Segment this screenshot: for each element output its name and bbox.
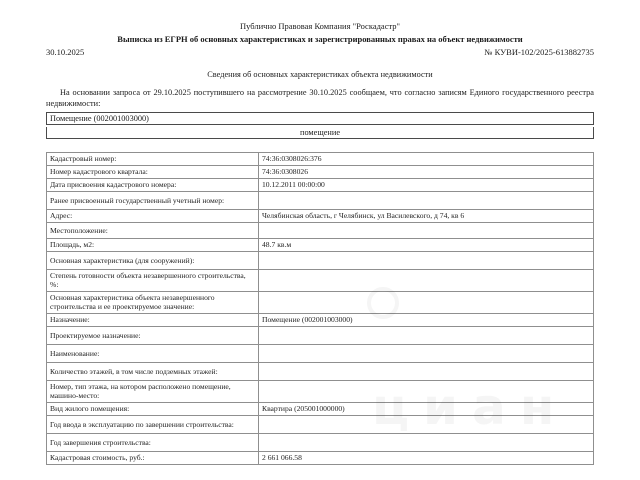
row-label: Номер кадастрового квартала: bbox=[47, 165, 259, 178]
table-row bbox=[47, 433, 594, 451]
row-value: 74:36:0308026:376 bbox=[259, 152, 594, 165]
watermark-logo-icon bbox=[367, 287, 399, 319]
row-label: Год ввода в эксплуатацию по завершении строительства: bbox=[47, 415, 259, 433]
row-value: Квартира (205001000000) bbox=[259, 402, 594, 415]
row-label: Местоположение: bbox=[47, 222, 259, 238]
row-label: Наименование: bbox=[47, 344, 259, 362]
table-row bbox=[47, 178, 594, 191]
row-value: Челябинская область, г Челябинск, ул Василевского, д 74, кв 6 bbox=[259, 209, 594, 222]
table-row bbox=[47, 152, 594, 165]
row-value bbox=[259, 251, 594, 269]
issue-date: 30.10.2025 bbox=[46, 47, 85, 58]
company-name: Публично Правовая Компания "Роскадастр" bbox=[239, 21, 401, 31]
row-value: 10.12.2011 00:00:00 bbox=[259, 178, 594, 191]
table-row bbox=[47, 344, 594, 362]
table-row bbox=[47, 269, 594, 291]
row-value: Помещение (002001003000) bbox=[259, 313, 594, 326]
row-value: 2 661 066.58 bbox=[259, 451, 594, 464]
document-number: № КУВИ-102/2025-613882735 bbox=[484, 47, 594, 58]
table-row bbox=[47, 165, 594, 178]
row-label: Основная характеристика объекта незавершенного строительства и ее проектируемое значение: bbox=[47, 291, 259, 313]
row-label: Количество этажей, в том числе подземных этажей: bbox=[47, 362, 259, 380]
table-row bbox=[47, 251, 594, 269]
document-title: Выписка из ЕГРН об основных характеристиках и зарегистрированных правах на объект недвижимости bbox=[117, 34, 523, 45]
row-value: 74:36:0308026 bbox=[259, 165, 594, 178]
table-row bbox=[47, 191, 594, 209]
row-label: Вид жилого помещения: bbox=[47, 402, 259, 415]
row-label: Дата присвоения кадастрового номера: bbox=[47, 178, 259, 191]
row-label: Кадастровый номер: bbox=[47, 152, 259, 165]
row-value bbox=[259, 433, 594, 451]
row-value bbox=[259, 344, 594, 362]
table-row bbox=[47, 451, 594, 464]
row-value bbox=[259, 222, 594, 238]
row-value bbox=[259, 326, 594, 344]
row-label: Площадь, м2: bbox=[47, 238, 259, 251]
table-row bbox=[47, 291, 594, 313]
table-row bbox=[47, 209, 594, 222]
intro-paragraph: На основании запроса от 29.10.2025 поступившего на рассмотрение 30.10.2025 сообщаем, что согласно записям Единого государственного реестра недвижимости: bbox=[46, 88, 594, 109]
row-value: 48.7 кв.м bbox=[259, 238, 594, 251]
row-label: Назначение: bbox=[47, 313, 259, 326]
row-label: Год завершения строительства: bbox=[47, 433, 259, 451]
table-row bbox=[47, 313, 594, 326]
table-row bbox=[47, 222, 594, 238]
row-label: Основная характеристика (для сооружений): bbox=[47, 251, 259, 269]
document-meta bbox=[46, 47, 594, 57]
row-label: Адрес: bbox=[47, 209, 259, 222]
row-label: Кадастровая стоимость, руб.: bbox=[47, 451, 259, 464]
row-value bbox=[259, 269, 594, 291]
table-row bbox=[47, 238, 594, 251]
object-type-box: Помещение (002001003000) bbox=[46, 112, 594, 125]
row-value bbox=[259, 191, 594, 209]
row-label: Проектируемое назначение: bbox=[47, 326, 259, 344]
table-row bbox=[47, 326, 594, 344]
object-kind-box: помещение bbox=[46, 127, 594, 139]
row-label: Номер, тип этажа, на котором расположено помещение, машино-место: bbox=[47, 380, 259, 402]
row-label: Степень готовности объекта незавершенного строительства, %: bbox=[47, 269, 259, 291]
section-subtitle: Сведения об основных характеристиках объекта недвижимости bbox=[207, 70, 433, 80]
row-label: Ранее присвоенный государственный учетный номер: bbox=[47, 191, 259, 209]
watermark-text: циан bbox=[372, 378, 569, 436]
row-value bbox=[259, 291, 594, 313]
